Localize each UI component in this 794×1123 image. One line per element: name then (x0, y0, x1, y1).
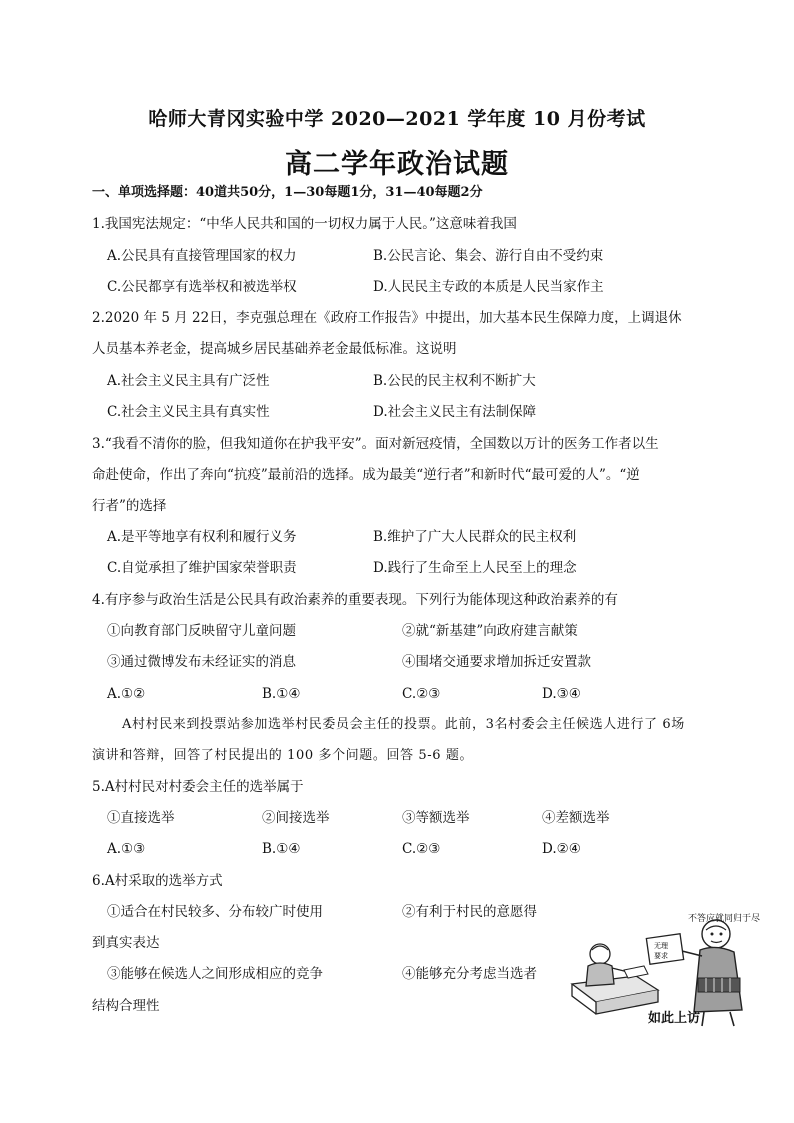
q4-option-c: C.②③ (402, 686, 441, 702)
q2-option-a: A.社会主义民主具有广泛性 (107, 373, 270, 389)
q3-option-d: D.践行了生命至上人民至上的理念 (373, 560, 577, 576)
q5-statement-2: ②间接选举 (262, 810, 330, 826)
q5-option-c: C.②③ (402, 841, 441, 857)
q6-statement-4: ④能够充分考虑当选者 (402, 966, 537, 982)
q3-option-c: C.自觉承担了维护国家荣誉职责 (107, 560, 297, 576)
q6-statement-2: ②有利于村民的意愿得 (402, 904, 537, 920)
q3-stem-line1: 3.“我看不清你的脸，但我知道你在护我平安”。面对新冠疫情，全国数以万计的医务工作者以生 (92, 436, 659, 452)
q4-option-d: D.③④ (542, 686, 581, 702)
material-line2: 演讲和答辩，回答了村民提出的 100 多个问题。回答 5-6 题。 (92, 748, 474, 763)
q3-option-a: A.是平等地享有权利和履行义务 (107, 529, 297, 545)
q6-stem: 6.A村采取的选举方式 (92, 873, 223, 889)
q6-statement-1: ①适合在村民较多、分布较广时使用 (107, 904, 323, 920)
q1-option-b: B.公民言论、集会、游行自由不受约束 (373, 248, 604, 264)
q6-statement-3: ③能够在候选人之间形成相应的竞争 (107, 966, 323, 982)
cartoon-bottom-caption: 如此上访 (648, 1011, 701, 1026)
q2-option-b: B.公民的民主权利不断扩大 (373, 373, 536, 389)
q1-option-a: A.公民具有直接管理国家的权力 (107, 248, 297, 264)
q4-stem: 4.有序参与政治生活是公民具有政治素养的重要表现。下列行为能体现这种政治素养的有 (92, 592, 618, 608)
school-title: 哈师大青冈实验中学 2020—2021 学年度 10 月份考试 (148, 108, 646, 130)
q4-statement-2: ②就“新基建”向政府建言献策 (402, 623, 578, 639)
q6-statement-2-continued: 到真实表达 (92, 935, 160, 951)
q1-stem: 1.我国宪法规定：“中华人民共和国的一切权力属于人民。”这意味着我国 (92, 216, 517, 232)
q5-stem: 5.A村村民对村委会主任的选举属于 (92, 779, 304, 795)
q5-statement-1: ①直接选举 (107, 810, 175, 826)
q4-statement-3: ③通过微博发布未经证实的消息 (107, 654, 296, 670)
q3-stem-line3: 行者”的选择 (92, 498, 167, 514)
q2-stem-line2: 人员基本养老金，提高城乡居民基础养老金最低标准。这说明 (92, 341, 457, 357)
cartoon-top-caption: 不答应就同归于尽 (688, 914, 761, 924)
q4-statement-1: ①向教育部门反映留守儿童问题 (107, 623, 296, 639)
q3-stem-line2: 命赴使命，作出了奔向“抗疫”最前沿的选择。成为最美“逆行者”和新时代“最可爱的人”。“逆 (92, 467, 640, 483)
q4-option-a: A.①② (107, 686, 146, 702)
q5-statement-4: ④差额选举 (542, 810, 610, 826)
q2-stem-line1: 2.2020 年 5 月 22日，李克强总理在《政府工作报告》中提出，加大基本民生保障力度，上调退休 (92, 310, 682, 326)
q4-option-b: B.①④ (262, 686, 301, 702)
q4-statement-4: ④围堵交通要求增加拆迁安置款 (402, 654, 591, 670)
q5-option-d: D.②④ (542, 841, 581, 857)
q3-option-b: B.维护了广大人民群众的民主权利 (373, 529, 577, 545)
cartoon-sign-line2: 要求 (654, 952, 668, 960)
q2-option-c: C.社会主义民主具有真实性 (107, 404, 270, 420)
q5-statement-3: ③等额选举 (402, 810, 470, 826)
q6-statement-4-continued: 结构合理性 (92, 998, 160, 1014)
section-heading: 一、单项选择题：40道共50分，1—30每题1分，31—40每题2分 (92, 185, 483, 200)
q1-option-c: C.公民都享有选举权和被选举权 (107, 279, 297, 295)
q5-option-b: B.①④ (262, 841, 301, 857)
q1-option-d: D.人民民主专政的本质是人民当家作主 (373, 279, 604, 295)
q5-option-a: A.①③ (107, 841, 146, 857)
q2-option-d: D.社会主义民主有法制保障 (373, 404, 537, 420)
cartoon-sign-line1: 无理 (654, 942, 668, 950)
paper-title: 高二学年政治试题 (285, 149, 509, 180)
material-line1: A村村民来到投票站参加选举村民委员会主任的投票。此前，3名村委会主任候选人进行了 6场 (122, 717, 685, 732)
